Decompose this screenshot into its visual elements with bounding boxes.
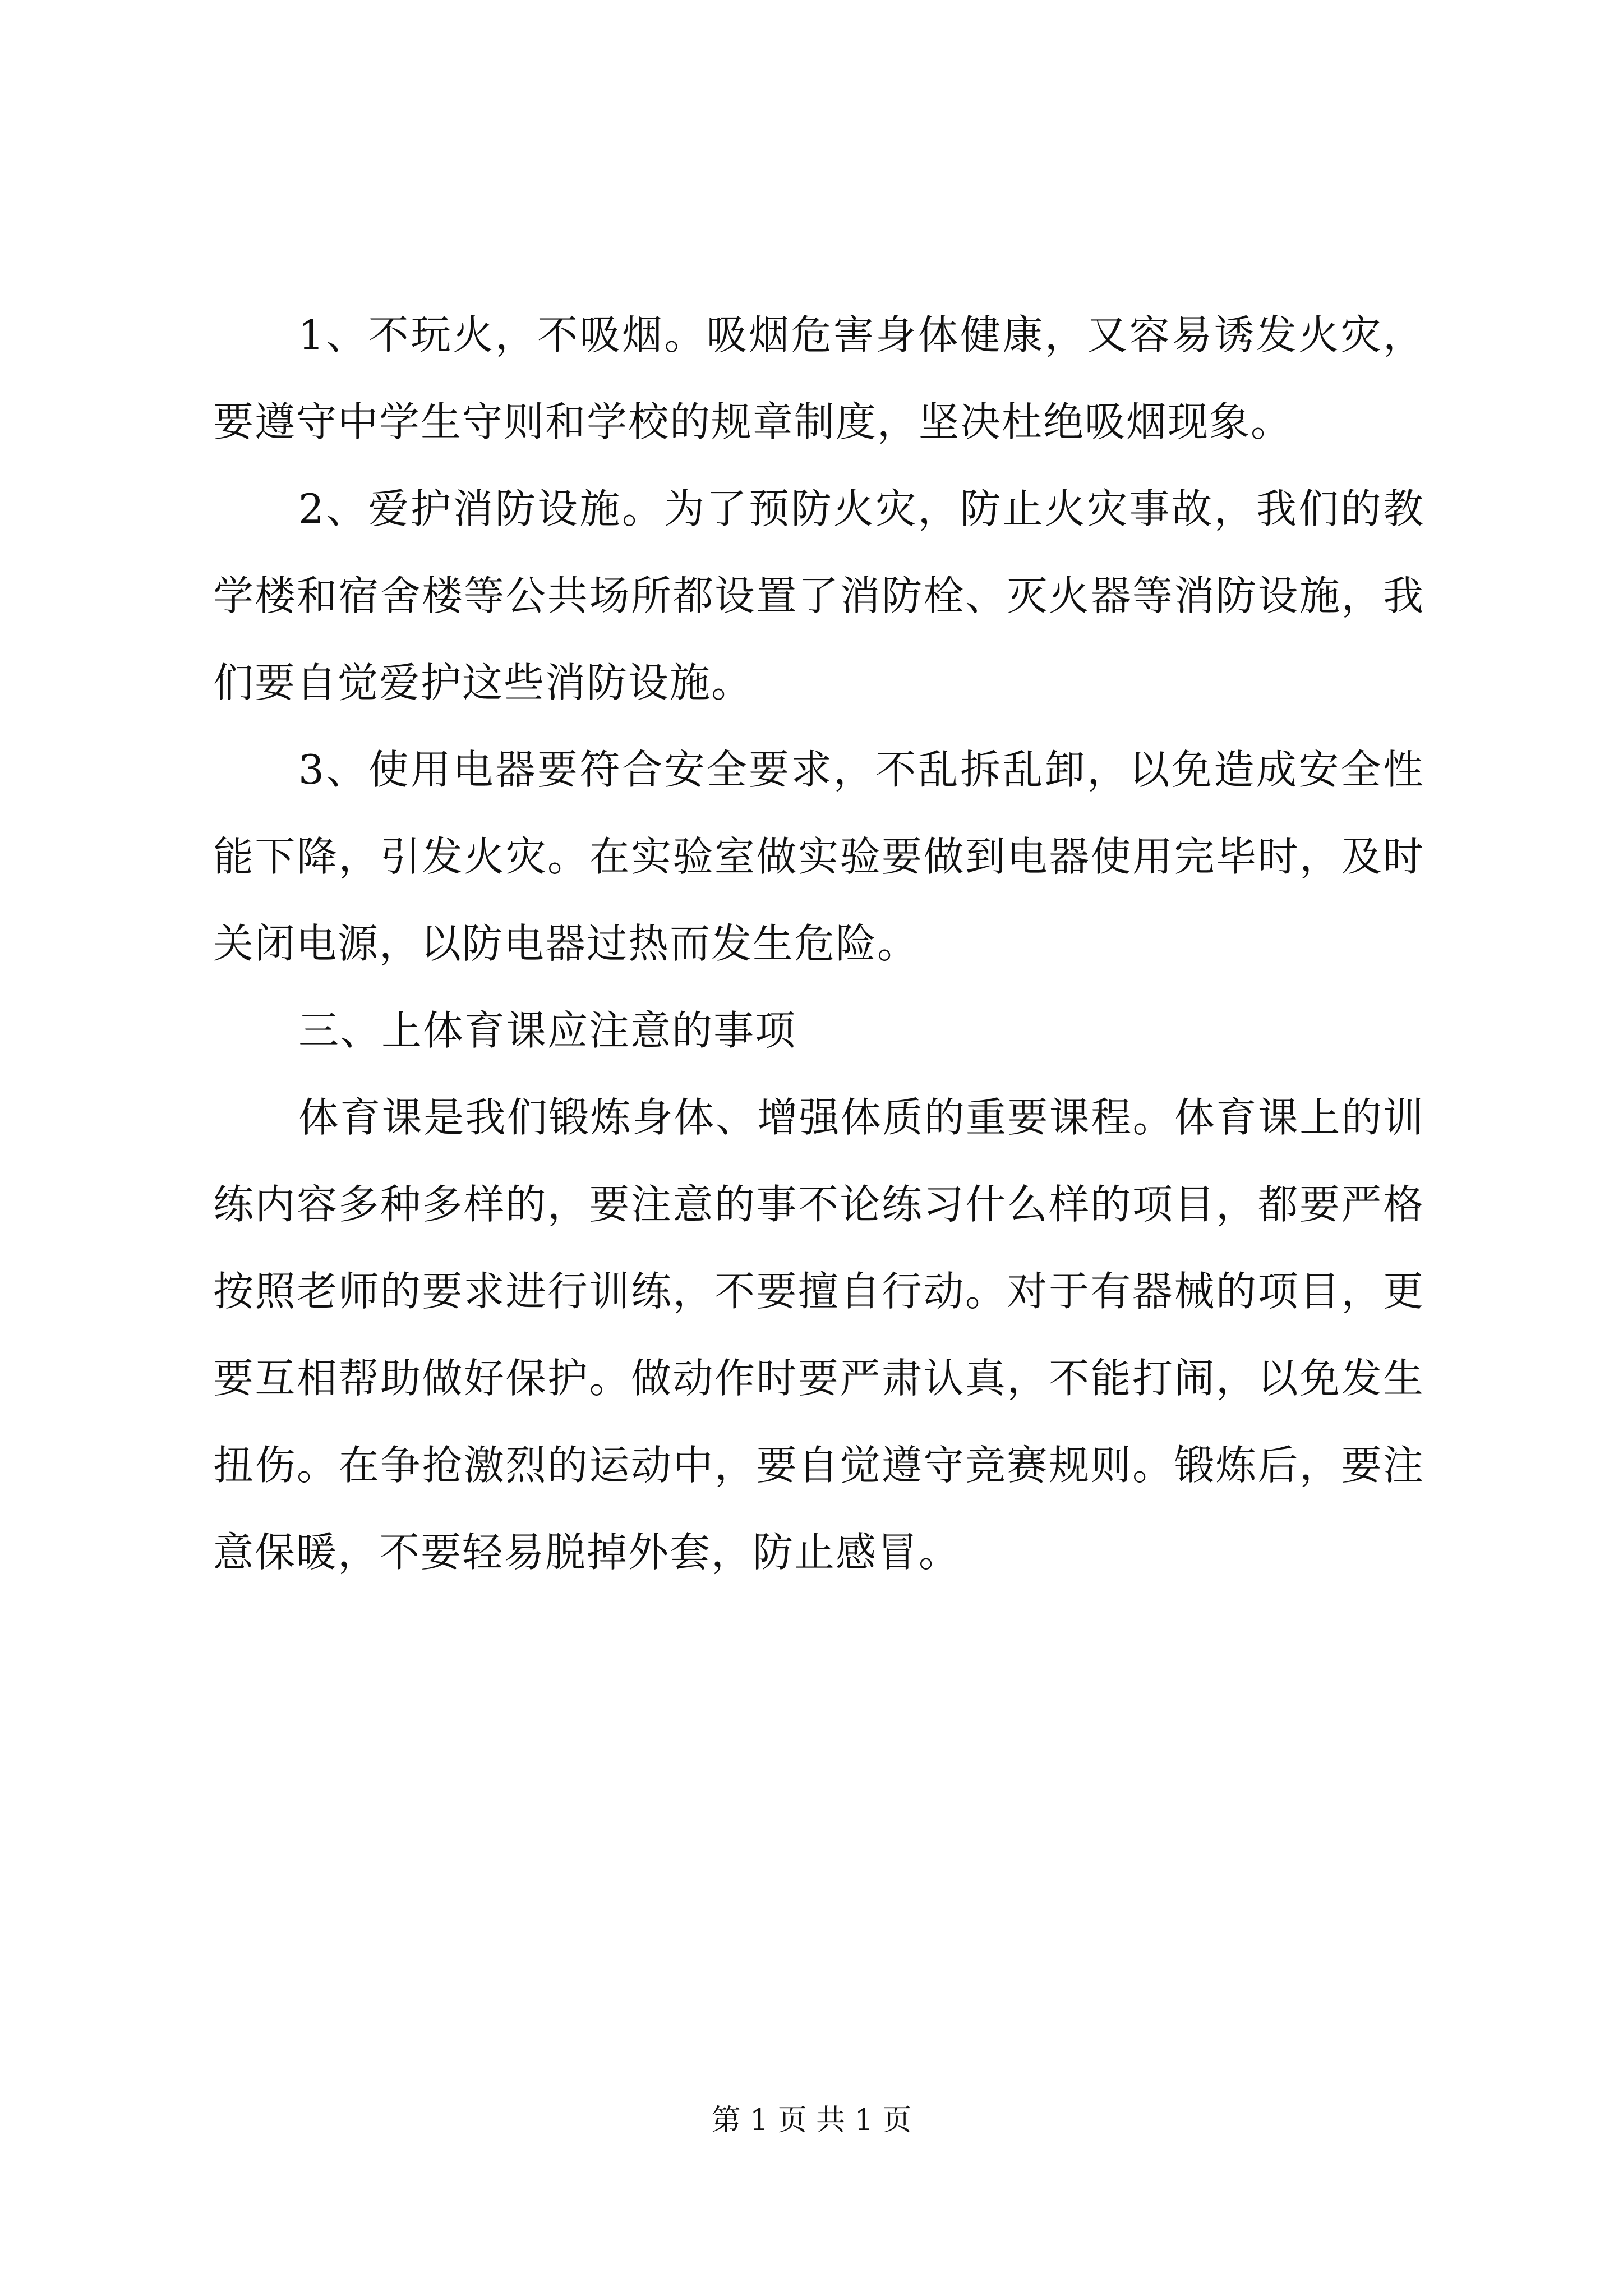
paragraph-item-3: 3、使用电器要符合安全要求，不乱拆乱卸，以免造成安全性能下降，引发火灾。在实验室做实验要做到电器使用完毕时，及时关闭电源，以防电器过热而发生危险。 [213, 746, 1424, 967]
body-paragraph: 体育课是我们锻炼身体、增强体质的重要课程。体育课上的训练内容多种多样的，要注意的事不论练习什么样的项目，都要严格按照老师的要求进行训练，不要擅自行动。对于有器械的项目，更要互相帮助做好保护。做动作时要严肃认真，不能打闹，以免发生扭伤。在争抢激烈的运动中，要自觉遵守竞赛规则。锻炼后，要注意保暖，不要轻易脱掉外套，防止感冒。 [213, 1094, 1424, 1576]
section-heading: 三、上体育课应注意的事项 [298, 1007, 797, 1054]
document-body [213, 292, 1424, 1596]
paragraph-item-1: 1、不玩火，不吸烟。吸烟危害身体健康，又容易诱发火灾，要遵守中学生守则和学校的规章制度，坚决杜绝吸烟现象。 [213, 311, 1424, 445]
page-footer: 第 1 页 共 1 页 [711, 2104, 912, 2137]
paragraph-item-2: 2、爱护消防设施。为了预防火灾，防止火灾事故，我们的教学楼和宿舍楼等公共场所都设置了消防栓、灭火器等消防设施，我们要自觉爱护这些消防设施。 [213, 485, 1424, 706]
